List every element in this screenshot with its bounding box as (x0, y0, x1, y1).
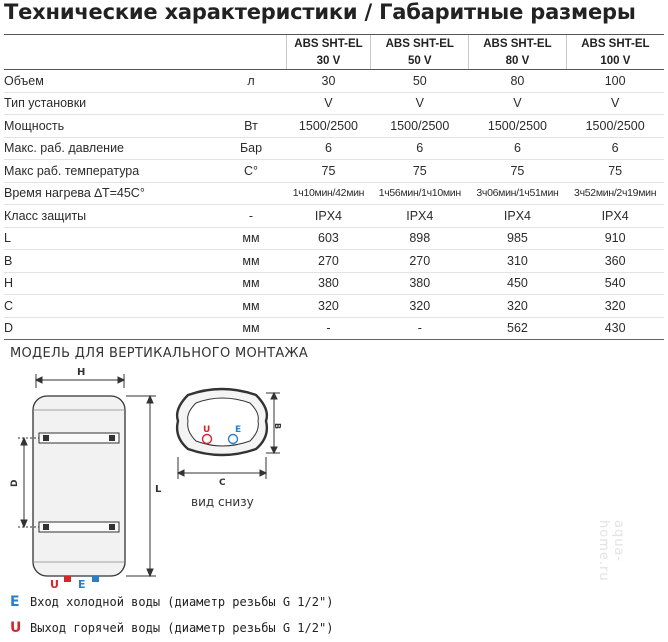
row-unit: мм (216, 250, 286, 273)
cell-value: 50 (371, 70, 469, 93)
cell-value: 360 (566, 250, 664, 273)
row-unit: мм (216, 317, 286, 340)
row-label: Объем (4, 70, 216, 93)
dim-b-label: B (273, 423, 282, 430)
cell-value: 320 (371, 295, 469, 318)
cell-value: 75 (469, 160, 567, 183)
model-name: ABS SHT-EL (371, 35, 469, 53)
dim-d-label: D (10, 479, 20, 487)
table-row (4, 137, 664, 160)
row-label: Класс защиты (4, 205, 216, 228)
marker-u-bottom: U (203, 425, 211, 435)
cell-value: 1500/2500 (469, 115, 567, 138)
cell-value: 6 (371, 137, 469, 160)
row-unit: л (216, 70, 286, 93)
row-unit: Вт (216, 115, 286, 138)
table-header-volt-row (4, 52, 664, 70)
marker-e-bottom: E (235, 425, 242, 435)
legend-u-text: Выход горячей воды (диаметр резьбы G 1/2") (30, 621, 334, 635)
table-row (4, 115, 664, 138)
cell-value: 430 (566, 317, 664, 340)
tank-body (33, 396, 125, 576)
model-name: ABS SHT-EL (469, 35, 567, 53)
row-label: Время нагрева ∆T=45С° (4, 182, 216, 205)
cell-value: 30 (286, 70, 371, 93)
model-name: ABS SHT-EL (566, 35, 664, 53)
header-unit-blank (216, 35, 286, 53)
table-row (4, 272, 664, 295)
legend-cold-inlet (10, 594, 333, 610)
front-view-diagram (0, 360, 170, 590)
table-header-model-row (4, 35, 664, 53)
dim-h-label: H (77, 367, 86, 378)
cell-value: V (469, 92, 567, 115)
cell-value: 1500/2500 (286, 115, 371, 138)
cell-value: IPX4 (566, 205, 664, 228)
model-volt: 50 V (371, 52, 469, 70)
header-unit-blank (216, 52, 286, 70)
row-unit (216, 182, 286, 205)
marker-e: E (78, 578, 86, 591)
row-unit: Бар (216, 137, 286, 160)
cell-value: 380 (286, 272, 371, 295)
table-row (4, 70, 664, 93)
row-unit: С° (216, 160, 286, 183)
legend-e-text: Вход холодной воды (диаметр резьбы G 1/2") (30, 595, 334, 609)
cell-value: 6 (286, 137, 371, 160)
cell-value: 540 (566, 272, 664, 295)
cold-inlet-pipe (92, 576, 99, 582)
table-row (4, 227, 664, 250)
cell-value: 1ч10мин/42мин (286, 182, 371, 205)
cell-value: 100 (566, 70, 664, 93)
row-unit (216, 92, 286, 115)
watermark-text: aqua-home.ru (596, 520, 626, 582)
row-unit: мм (216, 272, 286, 295)
cell-value: 75 (371, 160, 469, 183)
model-volt: 100 V (566, 52, 664, 70)
cell-value: 270 (286, 250, 371, 273)
hot-outlet-pipe (64, 576, 71, 582)
underside-inner (188, 398, 259, 446)
legend-e-letter: E (10, 594, 20, 610)
row-label: Макс. раб. давление (4, 137, 216, 160)
row-label: H (4, 272, 216, 295)
cell-value: - (286, 317, 371, 340)
dimension-l (126, 396, 156, 576)
dim-l-label: L (155, 484, 162, 495)
cell-value: 985 (469, 227, 567, 250)
diagram-title: МОДЕЛЬ ДЛЯ ВЕРТИКАЛЬНОГО МОНТАЖА (10, 346, 309, 361)
header-blank (4, 52, 216, 70)
cell-value: IPX4 (286, 205, 371, 228)
header-blank (4, 35, 216, 53)
row-unit: мм (216, 295, 286, 318)
cell-value: 6 (566, 137, 664, 160)
cell-value: IPX4 (371, 205, 469, 228)
row-label: Мощность (4, 115, 216, 138)
row-label: B (4, 250, 216, 273)
cell-value: V (371, 92, 469, 115)
model-name: ABS SHT-EL (286, 35, 371, 53)
cell-value: - (371, 317, 469, 340)
table-row (4, 317, 664, 340)
row-unit: мм (216, 227, 286, 250)
model-volt: 80 V (469, 52, 567, 70)
mounting-bracket-bottom (39, 522, 119, 532)
cell-value: 3ч52мин/2ч19мин (566, 182, 664, 205)
cell-value: 310 (469, 250, 567, 273)
cell-value: IPX4 (469, 205, 567, 228)
table-row (4, 250, 664, 273)
legend-hot-outlet (10, 620, 333, 636)
cell-value: 1500/2500 (371, 115, 469, 138)
mounting-bracket-top (39, 433, 119, 443)
cell-value: 320 (566, 295, 664, 318)
row-label: L (4, 227, 216, 250)
cell-value: 910 (566, 227, 664, 250)
cell-value: 562 (469, 317, 567, 340)
cell-value: 80 (469, 70, 567, 93)
cell-value: V (566, 92, 664, 115)
table-row (4, 205, 664, 228)
underside-view-label: вид снизу (191, 495, 254, 509)
underside-view-diagram (170, 385, 290, 495)
row-unit: - (216, 205, 286, 228)
cell-value: 270 (371, 250, 469, 273)
table-row (4, 92, 664, 115)
row-label: Тип установки (4, 92, 216, 115)
cell-value: 380 (371, 272, 469, 295)
row-label: Макс раб. температура (4, 160, 216, 183)
cell-value: 1500/2500 (566, 115, 664, 138)
cell-value: 320 (286, 295, 371, 318)
cell-value: 450 (469, 272, 567, 295)
dim-c-label: C (219, 478, 226, 488)
cell-value: 1ч56мин/1ч10мин (371, 182, 469, 205)
table-row (4, 295, 664, 318)
page-title: Технические характеристики / Габаритные размеры (4, 0, 636, 24)
dimension-c (178, 457, 266, 479)
cell-value: 75 (286, 160, 371, 183)
table-row (4, 160, 664, 183)
cell-value: V (286, 92, 371, 115)
model-volt: 30 V (286, 52, 371, 70)
cell-value: 75 (566, 160, 664, 183)
specs-table (4, 34, 664, 340)
cell-value: 6 (469, 137, 567, 160)
row-label: D (4, 317, 216, 340)
cell-value: 898 (371, 227, 469, 250)
cell-value: 3ч06мин/1ч51мин (469, 182, 567, 205)
table-row (4, 182, 664, 205)
cell-value: 603 (286, 227, 371, 250)
row-label: C (4, 295, 216, 318)
legend-u-letter: U (10, 620, 22, 636)
cell-value: 320 (469, 295, 567, 318)
marker-u: U (50, 578, 59, 591)
